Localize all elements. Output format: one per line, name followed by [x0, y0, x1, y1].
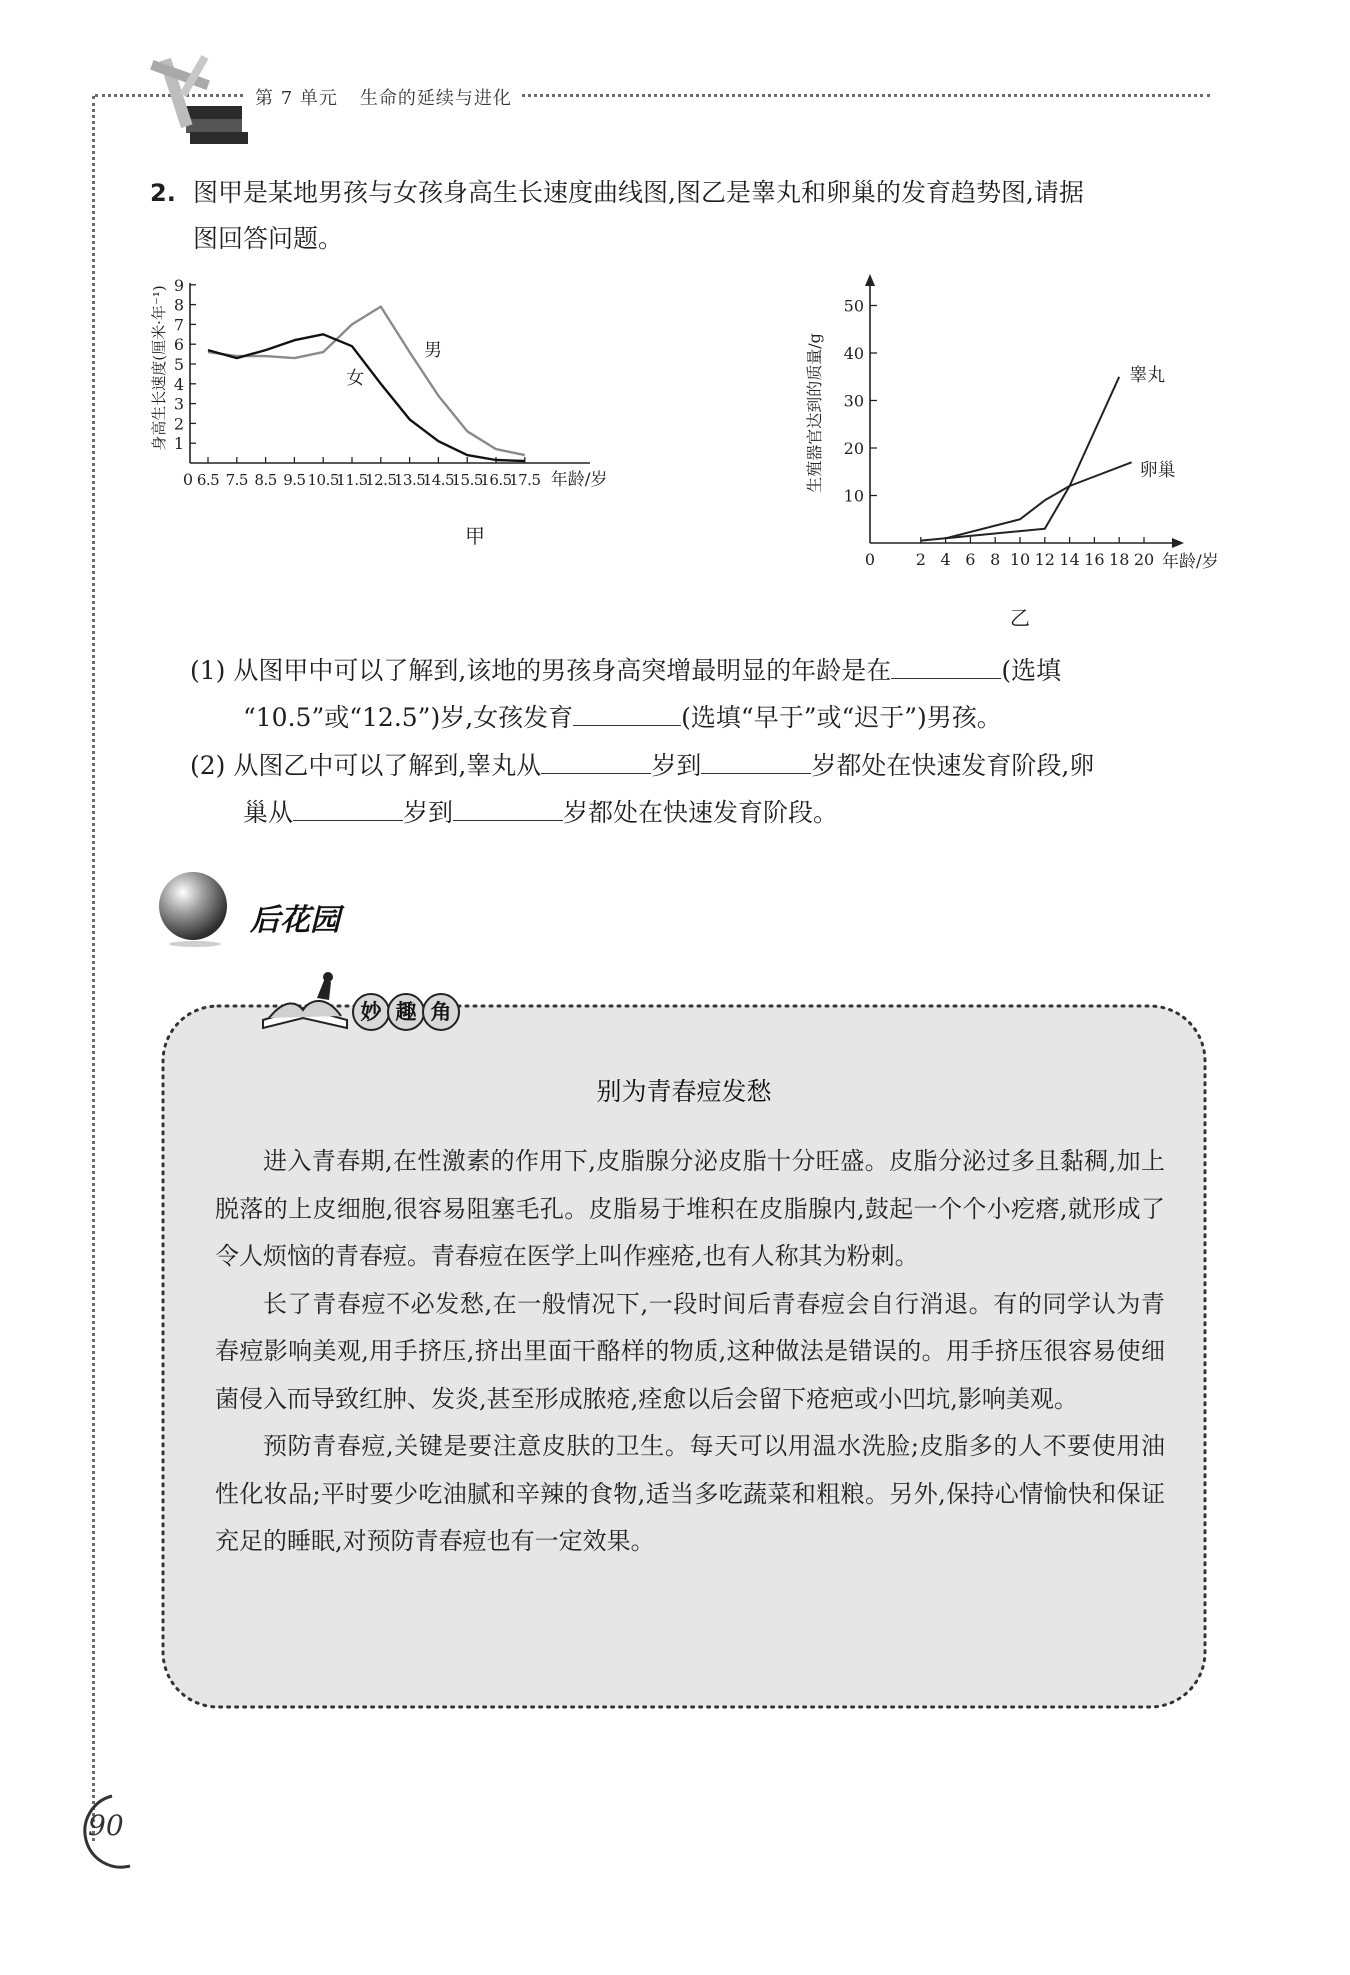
- jia-y-tick-label: 8: [173, 295, 184, 315]
- jia-x-tick-label: 12.5: [365, 471, 397, 489]
- q1-text-b: (选填: [1001, 656, 1062, 685]
- yi-y-tick-label: 30: [843, 391, 864, 411]
- jia-y-tick-label: 1: [173, 434, 184, 454]
- page-number: 90: [88, 1809, 124, 1842]
- answer-blank-1[interactable]: [891, 648, 1001, 679]
- jia-x-tick-label: 17.5: [509, 471, 541, 489]
- yi-x-tick-label: 16: [1084, 550, 1105, 569]
- q1-text-c: “10.5”或“12.5”)岁,女孩发育: [243, 703, 574, 732]
- yi-x-arrow: [1172, 538, 1184, 548]
- jia-y-tick-label: 2: [173, 414, 184, 434]
- answer-blank-6[interactable]: [453, 790, 563, 821]
- article-body: [215, 1138, 1165, 1566]
- margin-dotted-rule: [92, 96, 95, 1841]
- yi-x-tick-label: 0: [864, 550, 876, 569]
- q2-text-e: 岁到: [403, 798, 454, 827]
- chart-jia: [150, 268, 770, 628]
- jia-y-tick-label: 9: [173, 275, 184, 295]
- yi-x-tick-label: 20: [1133, 550, 1155, 569]
- jia-x-tick-label: 9.5: [283, 471, 306, 489]
- yi-y-tick-label: 10: [843, 486, 864, 506]
- answer-blank-4[interactable]: [701, 743, 811, 774]
- jia-series-label-boy: 男: [424, 340, 442, 362]
- jia-y-tick-label: 6: [173, 335, 184, 355]
- answer-blank-2[interactable]: [573, 695, 681, 726]
- answer-blank-3[interactable]: [541, 743, 651, 774]
- yi-series-label-testis: 睾丸: [1129, 364, 1166, 386]
- yi-x-tick-label: 12: [1034, 550, 1055, 569]
- yi-x-tick-label: 8: [990, 550, 1001, 569]
- jia-x-tick-label: 13.5: [393, 471, 426, 489]
- jia-x-label: 年龄/岁: [550, 470, 608, 490]
- article-paragraph-1: 进入青春期,在性激素的作用下,皮脂腺分泌皮脂十分旺盛。皮脂分泌过多且黏稠,加上脱落的上皮细胞,很容易阻塞毛孔。皮脂易于堆积在皮脂腺内,鼓起一个个小疙瘩,就形成了令人烦恼的青春痘。青春痘在医学上叫作痤疮,也有人称其为粉刺。: [215, 1147, 1165, 1270]
- article-paragraph-2: 长了青春痘不必发愁,在一般情况下,一段时间后青春痘会自行消退。有的同学认为青春痘影响美观,用手挤压,挤出里面干酪样的物质,这种做法是错误的。用手挤压很容易使细菌侵入而导致红肿、发炎,甚至形成脓疮,痊愈以后会留下疮疤或小凹坑,影响美观。: [215, 1289, 1165, 1413]
- yi-x-tick-label: 18: [1109, 550, 1130, 569]
- yi-y-tick-label: 50: [843, 296, 864, 316]
- q1-text-a: (1) 从图甲中可以了解到,该地的男孩身高突增最明显的年龄是在: [190, 656, 892, 685]
- chart-yi: [800, 268, 1220, 628]
- yi-series-line-2: [946, 462, 1132, 538]
- question-stem-line1: 图甲是某地男孩与女孩身高生长速度曲线图,图乙是睾丸和卵巢的发育趋势图,请据: [193, 178, 1084, 207]
- subquestion-2-line2: [243, 790, 838, 836]
- article-title: 别为青春痘发愁: [596, 1077, 772, 1106]
- jia-y-tick-label: 5: [173, 355, 184, 374]
- yi-x-tick-label: 4: [940, 550, 951, 569]
- q2-text-c: 岁都处在快速发育阶段,卵: [811, 751, 1095, 780]
- answer-blank-5[interactable]: [293, 790, 403, 821]
- subquestion-1-line2: [243, 695, 1002, 741]
- jia-caption: 甲: [465, 524, 485, 548]
- jia-x-tick-label: 7.5: [225, 471, 248, 489]
- jia-x-tick-label: 14.5: [422, 471, 455, 489]
- section-title: 后花园: [250, 903, 340, 938]
- tag-label: [352, 993, 457, 1031]
- yi-y-arrow: [865, 274, 875, 286]
- subquestion-1-line1: [190, 648, 1061, 694]
- jia-x-tick-label: 6.5: [196, 471, 220, 489]
- unit-title: 生命的延续与进化: [359, 88, 512, 109]
- q2-text-f: 岁都处在快速发育阶段。: [563, 798, 839, 827]
- question-stem-line2: 图回答问题。: [193, 224, 344, 253]
- jia-y-tick-label: 3: [173, 394, 184, 414]
- jia-x-tick-label: 11.5: [336, 471, 368, 489]
- jia-x-tick-label: 10.5: [307, 471, 339, 489]
- jia-series-line-1: [208, 307, 525, 456]
- jia-x-tick-label: 16.5: [480, 471, 512, 489]
- article-paragraph-3: 预防青春痘,关键是要注意皮肤的卫生。每天可以用温水洗脸;皮脂多的人不要使用油性化妆品;平时要少吃油腻和辛辣的食物,适当多吃蔬菜和粗粮。另外,保持心情愉快和保证充足的睡眠,对预防青春痘也有一定效果。: [215, 1432, 1165, 1555]
- unit-label: 第 7 单元: [255, 88, 338, 109]
- yi-x-tick-label: 10: [1009, 550, 1031, 569]
- q1-text-d: (选填“早于”或“迟于”)男孩。: [681, 703, 1002, 732]
- yi-y-tick-label: 20: [843, 439, 864, 458]
- yi-series-label-ovary: 卵巢: [1139, 459, 1176, 481]
- running-header: [245, 84, 522, 110]
- jia-x-tick-label: 0: [182, 470, 194, 489]
- yi-x-tick-label: 14: [1059, 550, 1080, 569]
- subquestion-2-line1: [190, 743, 1094, 789]
- sphere-icon: [155, 868, 235, 948]
- jia-y-tick-label: 4: [173, 374, 184, 394]
- jia-y-label: 身高生长速度(厘米·年⁻¹): [150, 285, 168, 451]
- jia-x-tick-label: 15.5: [451, 471, 483, 489]
- books-logo-icon: [140, 48, 260, 148]
- question-number: 2.: [150, 179, 176, 207]
- jia-series-label-girl: 女: [346, 367, 365, 389]
- tag-char-1: 妙: [352, 993, 390, 1031]
- yi-x-label: 年龄/岁: [1162, 552, 1219, 572]
- yi-y-label: 生殖器官达到的质量/g: [805, 333, 824, 493]
- q2-text-a: (2) 从图乙中可以了解到,睾丸从: [190, 751, 542, 780]
- jia-y-tick-label: 7: [173, 315, 184, 335]
- yi-y-tick-label: 40: [843, 344, 864, 363]
- open-book-icon: [255, 968, 355, 1038]
- yi-x-tick-label: 6: [965, 550, 976, 569]
- jia-series-line-2: [208, 334, 525, 461]
- yi-caption: 乙: [1010, 606, 1030, 630]
- tag-char-3: 角: [422, 993, 460, 1031]
- yi-series-line-1: [921, 377, 1119, 541]
- q2-text-b: 岁到: [651, 751, 702, 780]
- yi-x-tick-label: 2: [915, 550, 926, 569]
- tag-char-2: 趣: [387, 993, 425, 1031]
- q2-text-d: 巢从: [243, 798, 294, 827]
- jia-x-tick-label: 8.5: [254, 471, 277, 489]
